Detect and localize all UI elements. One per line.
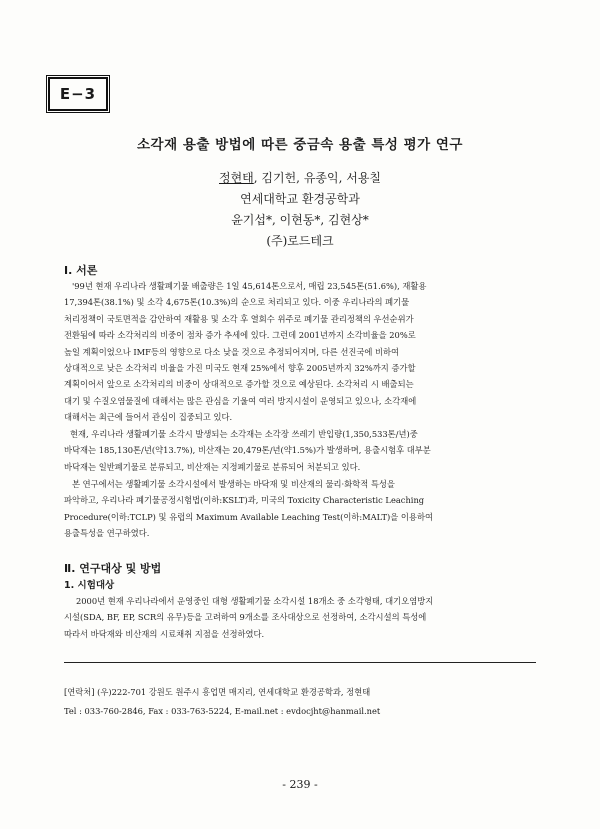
text-line: 계획이어서 앞으로 소각처리의 비중이 상대적으로 증가할 것으로 예상된다. 소각처리 시 배출되는 — [64, 379, 414, 390]
text-line: 2000년 현재 우리나라에서 운영중인 대형 생활폐기물 소각시설 18개소 중 소각형태, 대기오염방지 — [76, 596, 434, 606]
text-line: 대기 및 수질오염물질에 대해서는 많은 관심을 기울여 여러 방지시설이 운영되고 있으나, 소각재에 — [64, 395, 417, 406]
author-line-1 — [0, 168, 600, 189]
text-line: 상대적으로 낮은 소각처리 비율을 가진 미국도 현재 25%에서 향후 2005년까지 32%까지 증가할 — [64, 363, 416, 374]
paper-title: 소각재 용출 방법에 따른 중금속 용출 특성 평가 연구 — [137, 137, 463, 153]
text-line: 본 연구에서는 생활폐기물 소각시설에서 발생하는 바닥재 및 비산재의 물리·화학적 특성을 — [72, 479, 395, 489]
section-1-paragraph-3 — [64, 476, 536, 542]
section-1-paragraph-1 — [64, 278, 536, 426]
abstract-code-box — [48, 77, 108, 111]
text-line: 바닥재는 일반폐기물로 분류되고, 비산재는 지정폐기물로 분류되어 처분되고 있다. — [64, 461, 361, 472]
co-authors: , 김기헌, 유종익, 서용칠 — [253, 171, 381, 185]
page-number: - 239 - — [282, 778, 318, 791]
text-line: 높일 계획이었으나 IMF등의 영향으로 다소 낮을 것으로 추정되어지며, 다른 선진국에 비하여 — [64, 346, 400, 357]
text-line: 처리정책이 국토면적을 감안하여 재활용 및 소각 후 열회수 위주로 폐기물 관리정책의 우선순위가 — [64, 313, 414, 324]
section-1-heading: Ⅰ. 서론 — [64, 264, 98, 277]
text-line: 17,394톤(38.1%) 및 소각 4,675톤(10.3%)의 순으로 처리되고 있다. 이중 우리나라의 폐기물 — [64, 297, 410, 308]
section-2-subheading: 1. 시험대상 — [64, 580, 115, 591]
contact-phone-email: Tel : 033-760-2846, Fax : 033-763-5224, E-mail.net : evdocjht@hanmail.net — [64, 706, 381, 716]
author-line-2: 윤기섭*, 이현동*, 김현상* — [231, 213, 369, 227]
contact-info — [64, 683, 380, 721]
author-block — [0, 168, 600, 252]
text-line: 대해서는 최근에 들어서 관심이 집중되고 있다. — [64, 412, 233, 423]
section-2-paragraph — [64, 593, 536, 642]
text-line: 시설(SDA, BF, EP, SCR의 유무)등을 고려하여 9개소를 조사대상으로 선정하여, 소각시설의 특성에 — [64, 612, 427, 623]
section-2-heading: Ⅱ. 연구대상 및 방법 — [64, 562, 162, 575]
text-line: 바닥재는 185,130톤/년(약13.7%), 비산재는 20,479톤/년(약1.5%)가 발생하며, 용출시험후 대부분 — [64, 445, 431, 456]
text-line: 현재, 우리나라 생활폐기물 소각시 발생되는 소각재는 소각장 쓰레기 반입량(1,350,533톤/년)중 — [70, 429, 418, 439]
abstract-code: E−3 — [59, 85, 97, 103]
footnote-divider — [64, 662, 536, 663]
affiliation-1: 연세대학교 환경공학과 — [240, 192, 360, 206]
text-line: 파악하고, 우리나라 폐기물공정시험법(이하:KSLT)과, 미국의 Toxicity Characteristic Leaching — [64, 495, 425, 506]
text-line: '99년 현재 우리나라 생활폐기물 배출량은 1일 45,614톤으로서, 매립 23,545톤(51.6%), 재활용 — [72, 281, 427, 291]
text-line: 따라서 바닥재와 비산재의 시료채취 지점을 선정하였다. — [64, 628, 265, 639]
text-line: 용출특성을 연구하였다. — [64, 528, 150, 539]
presenter-name: 정현태 — [219, 171, 254, 185]
text-line: 전환됨에 따라 소각처리의 비중이 점차 증가 추세에 있다. 그런데 2001년까지 소각비율을 20%로 — [64, 330, 416, 341]
text-line: Procedure(이하:TCLP) 및 유럽의 Maximum Available Leaching Test(이하:MALT)을 이용하여 — [64, 511, 433, 522]
affiliation-2: (주)로드테크 — [266, 234, 334, 248]
contact-address: [연락처] (우)222-701 강원도 원주시 흥업면 매지리, 연세대학교 환경공학과, 정현태 — [64, 687, 371, 697]
section-1-paragraph-2 — [64, 426, 536, 475]
